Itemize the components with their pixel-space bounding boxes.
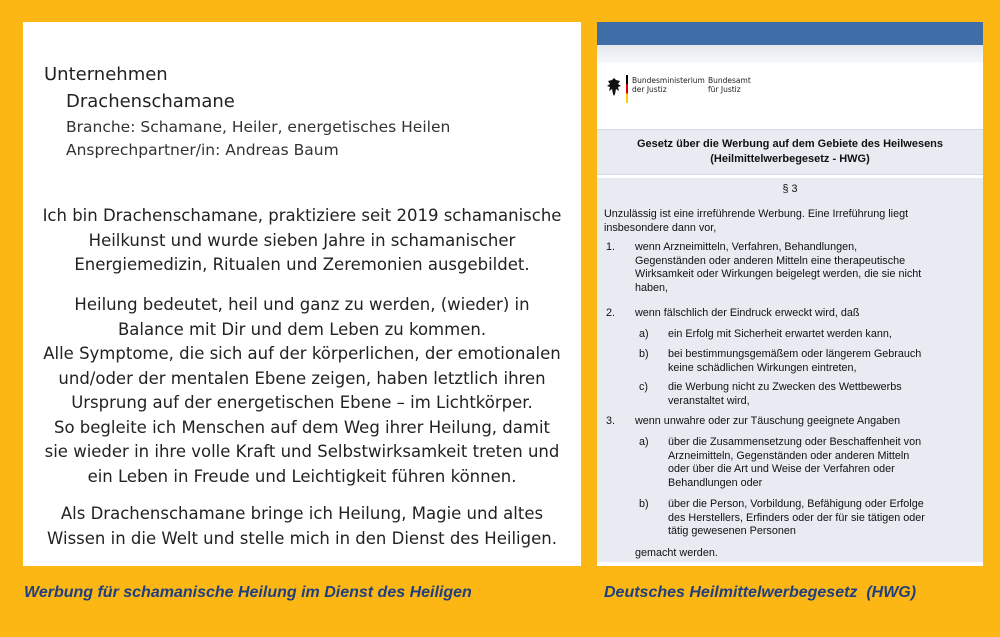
company-label: Unternehmen [44, 64, 168, 85]
company-contact: Ansprechpartner/in: Andreas Baum [66, 141, 339, 159]
company-branch: Branche: Schamane, Heiler, energetisches Heilen [66, 118, 451, 136]
law-line: über die Zusammensetzung oder Beschaffenheit von [668, 436, 922, 448]
ad-line: sie wieder in ihre volle Kraft und Selbstwirksamkeit treten und [44, 442, 560, 461]
ad-line: Als Drachenschamane bringe ich Heilung, Magie und altes [60, 504, 544, 523]
law-item-3: wenn unwahre oder zur Täuschung geeignete Angaben [635, 415, 901, 427]
law-line: ein Erfolg mit Sicherheit erwartet werden kann, [668, 328, 892, 340]
law-line: Behandlungen oder [668, 476, 763, 489]
law-line: Unzulässig ist eine irreführende Werbung. Eine Irreführung liegt [604, 208, 909, 220]
ministry-name-line2: der Justiz [632, 85, 667, 94]
ad-paragraph-2 [23, 293, 581, 489]
law-intro [604, 208, 908, 235]
law-item-2c [668, 381, 902, 408]
item-number: 3. [606, 415, 616, 427]
office-name-line2: für Justiz [708, 85, 741, 94]
ministry-name-line1: Bundesministerium [632, 76, 705, 85]
law-line: keine schädlichen Wirkungen eintreten, [668, 361, 857, 374]
ministry-header [597, 22, 983, 126]
item-letter: a) [639, 436, 649, 448]
caption-law: Deutsches Heilmittelwerbegesetz (HWG) [604, 584, 917, 601]
law-line: oder über die Art und Weise der Verfahren oder [668, 463, 895, 476]
ad-paragraph-3 [23, 502, 581, 551]
ad-line: Wissen in die Welt und stelle mich in den Dienst des Heiligen. [47, 528, 557, 548]
ad-line: ein Leben in Freude und Leichtigkeit führen können. [87, 466, 517, 486]
section-heading: § 3 [782, 183, 798, 195]
law-line: Wirksamkeit oder Wirkungen beigelegt werden, die sie nicht [635, 268, 922, 281]
law-item-3b [668, 498, 925, 539]
law-line: haben, [635, 281, 669, 294]
ad-line: Energiemedizin, Ritualen und Zeremonien ausgebildet. [74, 255, 530, 274]
item-letter: b) [639, 498, 649, 510]
law-text [597, 178, 983, 562]
advertisement-panel [23, 22, 581, 566]
ad-line: Ich bin Drachenschamane, praktiziere seit 2019 schamanische [42, 206, 562, 225]
item-number: 2. [606, 307, 616, 319]
item-letter: b) [639, 348, 649, 360]
law-line: wenn Arzneimitteln, Verfahren, Behandlungen, [635, 241, 858, 253]
law-line: des Herstellers, Erfinders oder der für sie tätigen oder [668, 511, 925, 524]
law-title-line2: (Heilmittelwerbegesetz - HWG) [710, 153, 870, 165]
item-letter: a) [639, 328, 649, 340]
item-letter: c) [639, 381, 648, 393]
ad-line: Alle Symptome, die sich auf der körperlichen, der emotionalen [43, 344, 561, 363]
ad-line: und/oder der mentalen Ebene zeigen, haben letztlich ihren [58, 368, 546, 388]
ad-line: So begleite ich Menschen auf dem Weg ihrer Heilung, damit [53, 417, 551, 437]
ad-line: Heilkunst und wurde sieben Jahre in schamanischer [88, 230, 516, 250]
german-flag-stripe [626, 75, 628, 103]
law-title [597, 129, 983, 175]
ad-line: Ursprung auf der energetischen Ebene – im Lichtkörper. [71, 393, 533, 412]
office-name-line1: Bundesamt [708, 76, 751, 85]
law-panel [597, 22, 983, 566]
federal-eagle-icon [606, 77, 622, 97]
header-grey-bar [597, 45, 983, 63]
header-blue-bar [597, 22, 983, 45]
ad-paragraph-1 [23, 204, 581, 278]
item-number: 1. [606, 241, 616, 253]
law-line: bei bestimmungsgemäßem oder längerem Gebrauch [668, 348, 922, 360]
law-item-3a [668, 436, 921, 490]
ad-line: Heilung bedeutet, heil und ganz zu werden, (wieder) in [74, 295, 530, 314]
law-line: insbesondere dann vor, [604, 221, 717, 234]
law-line: Arzneimitteln, Gegenständen oder anderen Mitteln [668, 449, 910, 462]
law-item-1 [635, 241, 921, 295]
ad-line: Balance mit Dir und dem Leben zu kommen. [117, 319, 487, 339]
law-line: die Werbung nicht zu Zwecken des Wettbewerbs [668, 381, 902, 393]
caption-advertisement: Werbung für schamanische Heilung im Dienst des Heiligen [24, 584, 472, 601]
law-title-line1: Gesetz über die Werbung auf dem Gebiete des Heilwesens [636, 138, 944, 150]
law-line: über die Person, Vorbildung, Befähigung oder Erfolge [668, 498, 924, 510]
company-name: Drachenschamane [66, 91, 235, 112]
law-line: tätig gewesenen Personen [668, 525, 796, 538]
law-closing: gemacht werden. [635, 547, 718, 559]
law-line: Gegenständen oder anderen Mitteln eine therapeutische [635, 254, 906, 267]
law-item-2a [668, 328, 892, 342]
law-line: veranstaltet wird, [668, 394, 750, 407]
law-item-2b [668, 348, 921, 375]
law-item-2: wenn fälschlich der Eindruck erweckt wird, daß [635, 307, 860, 319]
